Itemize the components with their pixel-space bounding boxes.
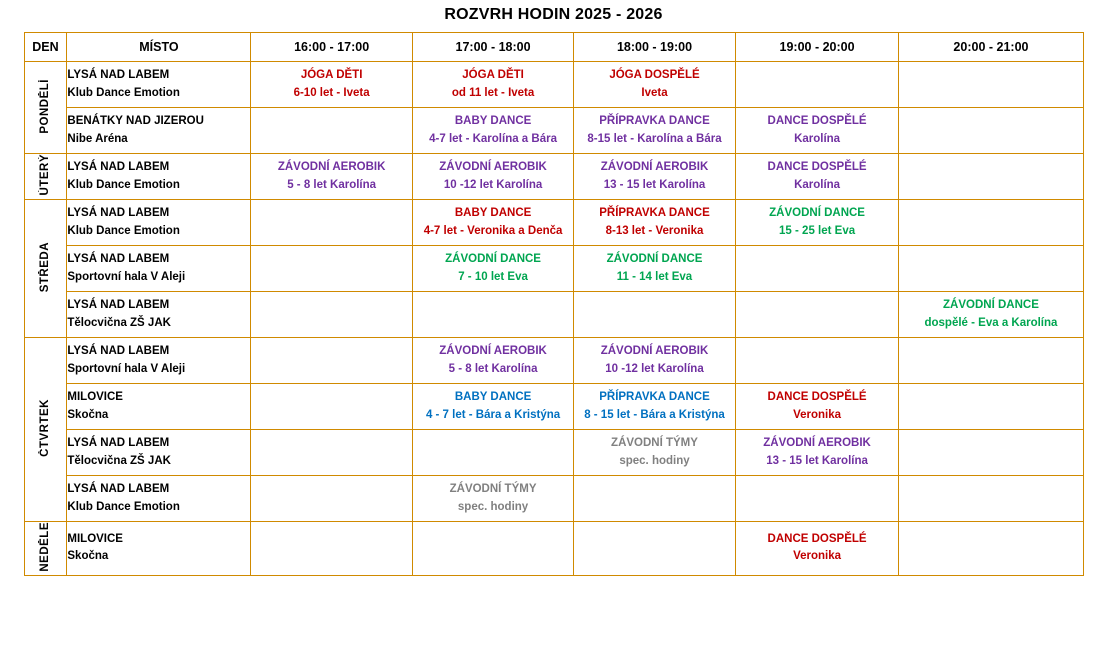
empty-cell [735,476,899,522]
header-slot-3: 18:00 - 19:00 [574,33,735,62]
class-details: 8 - 15 let - Bára a Kristýna [584,408,725,421]
class-details: dospělé - Eva a Karolína [924,316,1058,329]
class-name: ZÁVODNÍ AEROBIK [439,160,547,173]
class-cell [574,108,735,154]
empty-cell [412,292,573,338]
place-line-2: Tělocvična ZŠ JAK [67,316,171,329]
empty-cell [899,384,1083,430]
class-name: ZÁVODNÍ DANCE [606,252,703,265]
class-cell [574,200,735,246]
empty-cell [735,338,899,384]
class-name: ZÁVODNÍ AEROBIK [439,344,547,357]
place-line-1: LYSÁ NAD LABEM [67,69,170,82]
class-cell [735,384,899,430]
class-name: ZÁVODNÍ AEROBIK [763,436,871,449]
class-cell [412,246,573,292]
class-name: JÓGA DOSPĚLÉ [609,68,700,81]
class-cell [574,154,735,200]
empty-cell [899,154,1083,200]
place-line-2: Klub Dance Emotion [67,86,180,99]
header-slot-4: 19:00 - 20:00 [735,33,899,62]
class-name: DANCE DOSPĚLÉ [767,532,867,545]
empty-cell [899,338,1083,384]
empty-cell [251,476,412,522]
place-line-1: LYSÁ NAD LABEM [67,207,170,220]
empty-cell [899,522,1083,576]
empty-cell [899,108,1083,154]
class-cell [735,154,899,200]
class-details: Iveta [641,86,668,99]
class-name: DANCE DOSPĚLÉ [767,114,867,127]
place-line-2: Tělocvična ZŠ JAK [67,454,171,467]
empty-cell [251,246,412,292]
class-name: ZÁVODNÍ DANCE [445,252,541,265]
table-row [24,62,1083,108]
class-cell [899,292,1083,338]
day-label: ČTVRTEK [39,399,52,457]
place-line-1: LYSÁ NAD LABEM [67,483,170,496]
class-name: ZÁVODNÍ AEROBIK [600,160,709,173]
class-name: DANCE DOSPĚLÉ [767,390,867,403]
class-name: PŘÍPRAVKA DANCE [599,390,710,403]
class-name: JÓGA DĚTI [462,68,524,81]
empty-cell [251,108,412,154]
empty-cell [251,384,412,430]
place-cell [67,292,251,338]
class-details: 10 -12 let Karolína [605,362,704,375]
place-cell [67,522,251,576]
empty-cell [899,62,1083,108]
day-cell [24,338,67,522]
place-line-2: Skočna [67,550,109,563]
place-line-1: LYSÁ NAD LABEM [67,299,170,312]
empty-cell [574,476,735,522]
place-line-1: LYSÁ NAD LABEM [67,437,170,450]
class-cell [574,338,735,384]
empty-cell [899,200,1083,246]
place-cell [67,430,251,476]
class-details: 7 - 10 let Eva [458,270,528,283]
empty-cell [412,430,573,476]
class-details: 5 - 8 let Karolína [448,362,538,375]
table-row [24,246,1083,292]
empty-cell [574,522,735,576]
place-line-1: LYSÁ NAD LABEM [67,161,170,174]
day-label: PONDĚLÍ [39,78,52,134]
class-cell [574,384,735,430]
day-label: ÚTERÝ [39,154,52,196]
class-name: BABY DANCE [454,114,532,127]
place-line-2: Sportovní hala V Aleji [67,362,186,375]
class-name: ZÁVODNÍ TÝMY [611,436,698,449]
class-details: 6-10 let - Iveta [293,86,370,99]
class-cell [251,154,412,200]
class-name: PŘÍPRAVKA DANCE [599,114,710,127]
place-cell [67,200,251,246]
empty-cell [251,292,412,338]
header-place: MÍSTO [67,33,251,62]
table-row [24,292,1083,338]
class-cell [412,154,573,200]
table-row [24,108,1083,154]
class-name: ZÁVODNÍ AEROBIK [277,160,386,173]
empty-cell [735,62,899,108]
place-line-1: BENÁTKY NAD JIZEROU [67,115,204,128]
place-line-1: LYSÁ NAD LABEM [67,345,170,358]
class-name: ZÁVODNÍ DANCE [943,298,1039,311]
class-cell [412,62,573,108]
class-name: PŘÍPRAVKA DANCE [599,206,710,219]
class-name: ZÁVODNÍ AEROBIK [600,344,709,357]
empty-cell [574,292,735,338]
place-line-2: Skočna [67,408,109,421]
place-cell [67,62,251,108]
empty-cell [251,200,412,246]
place-line-1: MILOVICE [67,391,123,404]
class-cell [412,476,573,522]
empty-cell [899,430,1083,476]
place-cell [67,338,251,384]
day-cell [24,62,67,154]
place-cell [67,246,251,292]
class-details: Karolína [794,132,841,145]
place-cell [67,476,251,522]
day-cell [24,200,67,338]
day-label: STŘEDA [39,241,52,293]
empty-cell [251,338,412,384]
place-line-1: MILOVICE [67,533,123,546]
place-line-2: Klub Dance Emotion [67,178,180,191]
table-row [24,522,1083,576]
class-name: DANCE DOSPĚLÉ [767,160,867,173]
class-cell [735,108,899,154]
class-cell [412,384,573,430]
table-row [24,154,1083,200]
table-header [24,33,1083,62]
schedule-table [24,32,1084,576]
class-details: spec. hodiny [457,500,529,513]
class-details: 13 - 15 let Karolína [603,178,706,191]
empty-cell [735,292,899,338]
place-line-2: Klub Dance Emotion [67,224,180,237]
class-details: od 11 let - Iveta [451,86,535,99]
table-row [24,384,1083,430]
class-details: 4-7 let - Karolína a Bára [429,132,557,145]
empty-cell [899,246,1083,292]
class-cell [412,108,573,154]
table-row [24,430,1083,476]
place-line-2: Nibe Aréna [67,132,128,145]
empty-cell [735,246,899,292]
place-line-1: LYSÁ NAD LABEM [67,253,170,266]
class-details: 10 -12 let Karolína [443,178,543,191]
class-cell [574,430,735,476]
class-cell [412,338,573,384]
day-cell [24,154,67,200]
header-slot-2: 17:00 - 18:00 [412,33,573,62]
class-cell [574,62,735,108]
place-cell [67,154,251,200]
class-details: Veronika [793,408,842,421]
header-slot-1: 16:00 - 17:00 [251,33,412,62]
empty-cell [899,476,1083,522]
table-row [24,200,1083,246]
place-cell [67,108,251,154]
day-label: NEDĚLE [39,522,52,572]
class-details: Karolína [794,178,841,191]
class-details: 4 - 7 let - Bára a Kristýna [425,408,561,421]
class-details: spec. hodiny [619,454,690,467]
empty-cell [251,522,412,576]
class-details: 13 - 15 let Karolína [766,454,868,467]
place-line-2: Sportovní hala V Aleji [67,270,186,283]
class-details: 11 - 14 let Eva [616,270,693,283]
class-cell [735,522,899,576]
place-cell [67,384,251,430]
empty-cell [412,522,573,576]
table-row [24,338,1083,384]
class-details: 15 - 25 let Eva [779,224,856,237]
header-day: DEN [24,33,67,62]
page-title: ROZVRH HODIN 2025 - 2026 [444,6,663,23]
class-name: BABY DANCE [454,206,532,219]
class-cell [735,430,899,476]
header-slot-5: 20:00 - 21:00 [899,33,1083,62]
table-row [24,476,1083,522]
class-details: Veronika [793,550,842,563]
day-cell [24,522,67,576]
header-row [24,33,1083,62]
class-cell [735,200,899,246]
class-name: BABY DANCE [454,390,532,403]
class-details: 8-13 let - Veronika [605,224,704,237]
table-body [24,62,1083,576]
class-name: ZÁVODNÍ DANCE [769,206,865,219]
class-cell [574,246,735,292]
class-details: 4-7 let - Veronika a Denča [423,224,563,237]
empty-cell [251,430,412,476]
class-name: JÓGA DĚTI [300,68,363,81]
class-details: 5 - 8 let Karolína [287,178,377,191]
class-cell [251,62,412,108]
place-line-2: Klub Dance Emotion [67,500,180,513]
class-details: 8-15 let - Karolína a Bára [587,132,722,145]
class-cell [412,200,573,246]
class-name: ZÁVODNÍ TÝMY [449,482,537,495]
